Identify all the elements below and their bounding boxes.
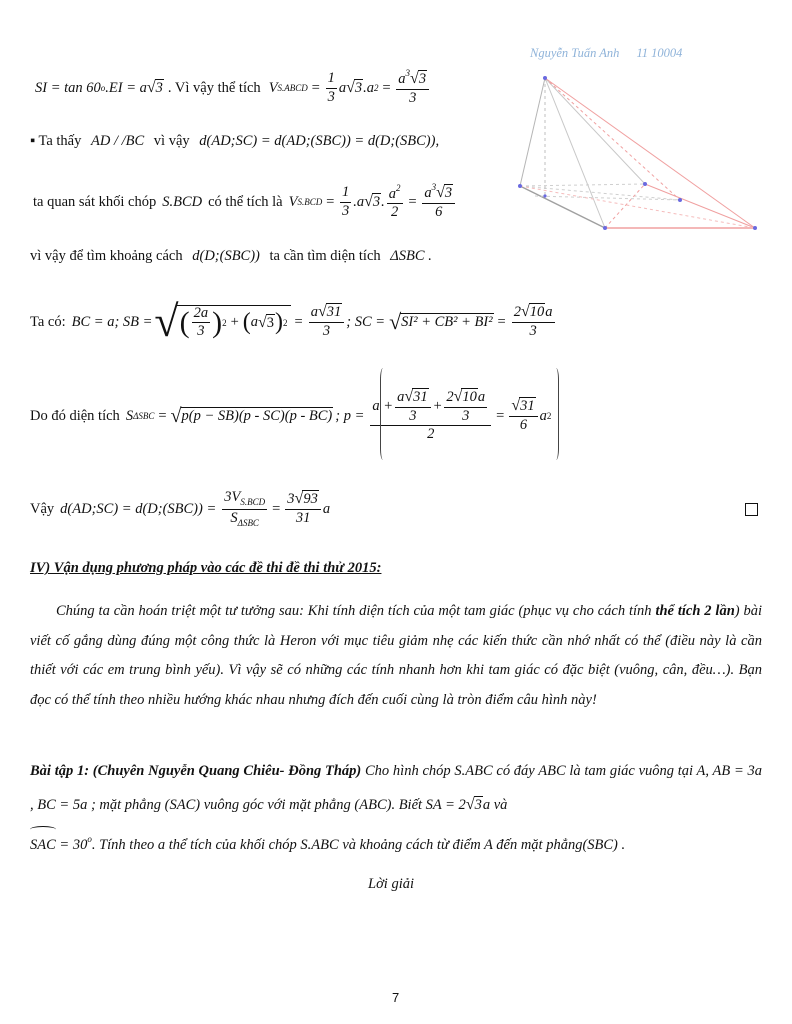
angle-value: = 30: [55, 837, 88, 853]
pyramid-figure: [505, 66, 770, 236]
exercise-line-1: Cho hình chóp S.ABC có đáy ABC là tam giác: [365, 763, 635, 779]
line-heron: Do đó diện tích S ΔSBC = √ p(p − SB)(p - SC)(p - BC) ; p = a + $\frac{a√31}{3}$ + $\frac{2√10a}{3}$ 2 = $\frac{√31}{6}$ a 2: [30, 388, 552, 443]
page-number-text: 7: [392, 990, 400, 1005]
frac-a3sqrt3-3: $\frac{a^3√3}{3}$: [396, 69, 429, 106]
qed-box: [745, 503, 758, 516]
bullet-text: ▪ Ta thấy: [30, 133, 82, 149]
text-vi-vay: . Vì vậy thể tích: [167, 79, 261, 96]
solution-heading: [368, 876, 414, 893]
text-can-tim: ta cần tìm diện tích: [269, 248, 381, 264]
heron-radicand: p(p − SB)(p - SC)(p - BC): [181, 408, 333, 424]
line-si-volume: SI = tan 60 o .EI = a √ 3 . Vì vậy thể tích V S.ABCD = $\frac{1}{3}$ a √ 3 .a 2 = $\frac{a^3√3}{3}$: [35, 62, 431, 114]
si-expr: SI = tan 60: [35, 79, 101, 96]
frac-3sqrt93-31: $\frac{3√93}{31}$: [285, 491, 321, 526]
frac-2sqrt10a-3: $\frac{2√10a}{3}$: [513, 303, 553, 340]
text-tim-kc: vì vậy để tìm khoảng cách: [30, 248, 183, 264]
sc-radicand: SI² + CB² + BI²: [401, 314, 493, 330]
left-paren: [380, 368, 383, 460]
s-label: S: [125, 407, 134, 424]
exercise-1: Bài tập 1: (Chuyên Nguyễn Quang Chiêu- Đồng Tháp) Cho hình chóp S.ABC có đáy ABC là tam giác vuông tại A, AB = 3a , BC = 5a ; mặt phẳng (SAC) vuông góc với mặt phẳng (ABC). Biết SA = 2√3a và SAC = $30^o$. Tính theo a thể tích của khối chóp S.ABC và khoảng cách từ điểm A đến mặt phẳng(SBC) .: [30, 763, 763, 853]
frac-sqrt31-6: $\frac{√31}{6}$: [509, 398, 537, 433]
line-vay: Vậy d(AD;SC) = d(D;(SBC)) = $\frac{3V_{S.BCD}}{S_{\Delta SBC}}$ = $\frac{3√93}{31}$ a: [30, 489, 331, 528]
frac-1-3: $\frac{1}{3}$: [327, 70, 335, 105]
frac-1-3-b: $\frac{1}{3}$: [342, 184, 350, 219]
text-vay: Vậy: [30, 500, 55, 517]
page-header: [530, 46, 682, 61]
exercise-line-3: . Tính theo a thể tích của khối chóp S.ABC và khoảng cách từ điểm A đến mặt phẳng(SBC) .: [91, 837, 626, 853]
right-paren: [556, 368, 559, 460]
exercise-sqrt: 3: [474, 797, 482, 813]
exercise-line-2a: vuông tại A, AB = 3a , BC = 5a ; mặt phẳng (SAC) vuông góc với mặt phẳng (ABC). Biết SA = 2: [30, 763, 763, 813]
intro-paragraph: [30, 597, 762, 715]
frac-3v-s: $\frac{3V_{S.BCD}}{S_{\Delta SBC}}$: [224, 489, 266, 528]
v-label: V: [268, 79, 278, 96]
vay-expr: d(AD;SC) = d(D;(SBC)) =: [60, 500, 217, 517]
exercise-line-2b: a và: [482, 797, 508, 813]
text-do-do: Do đó diện tích: [30, 407, 120, 424]
line-bullet-parallel: [30, 133, 439, 150]
distance-expr: d(AD;SC) = d(AD;(SBC)) = d(D;(SBC)),: [199, 133, 440, 149]
text-quan-sat: ta quan sát khối chóp: [33, 193, 157, 210]
ei-expr: .EI = a: [105, 79, 147, 96]
text-vi-vay-2: vì vậy: [153, 133, 190, 149]
sc-eq: ; SC =: [346, 313, 386, 330]
section-title: [30, 560, 381, 577]
s-sub: ΔSBC: [133, 411, 155, 421]
header-code: 11 10004: [636, 46, 683, 60]
section-title-text: IV) Vận dụng phương pháp vào các đề thi đề thi thử 2015:: [30, 560, 382, 576]
solution-text: Lời giải: [368, 876, 415, 892]
frac-p: a + $\frac{a√31}{3}$ + $\frac{2√10a}{3}$ 2: [370, 389, 491, 442]
text-co-the-tich: có thể tích là: [208, 193, 283, 210]
degree: o: [100, 83, 106, 93]
angle-sac: SAC: [30, 837, 56, 853]
v-label-2: V: [288, 193, 298, 210]
header-author: Nguyễn Tuấn Anh: [530, 46, 620, 60]
v-sub-2: S.BCD: [297, 197, 323, 207]
sbcd-label: S.BCD: [162, 193, 203, 210]
frac-a3sqrt3-6: $\frac{a^3√3}{6}$: [422, 183, 455, 220]
line-ta-co: Ta có: BC = a; SB = √ ( $\frac{2a}{3}$ ) 2 + ( a √ 3 ) 2 = $\frac{a√31}{3}$ ; SC = √ SI² + CB² + BI² = $\frac{2√10a}{3}$: [30, 297, 553, 346]
frac-a2-2: $\frac{a^2}{2}$: [388, 182, 401, 220]
para-part-2: ) bài viết cố gắng dùng đúng một công thức là Heron với mục tiêu giảm nhẹ các kiến thức cần nhớ nhất có thể (điều này là cần thiết với các em trung bình yếu). Vì vậy sẽ có những các tính nhanh hơn khi tam giác có đặc biệt (vuông, cân, đều…). Bạn đọc có thể tính theo nhiều hướng khác nhau nhưng đích đến cuối cùng là tròn điểm câu hình này!: [30, 603, 763, 708]
exercise-label: Bài tập 1: (Chuyên Nguyễn Quang Chiêu- Đồng Tháp): [30, 763, 362, 779]
line-tim-khoang-cach: [30, 248, 432, 265]
sqrt3: 3: [155, 80, 163, 96]
triangle-sbc: ΔSBC .: [390, 248, 432, 264]
text-ta-co: Ta có:: [30, 313, 66, 330]
v-sub: S.ABCD: [277, 83, 308, 93]
para-part-1: Chúng ta cần hoán triệt một tư tưởng sau: Khi tính diện tích của một tam giác (phục vụ cho cách tính: [56, 603, 652, 619]
line-quan-sat: ta quan sát khối chóp S.BCD có thể tích là V S.BCD = $\frac{1}{3}$ .a √ 3 . $\frac{a^2}{2}$ = $\frac{a^3√3}{6}$: [33, 176, 457, 228]
d-dsbc: d(D;(SBC)): [192, 248, 260, 264]
p-eq: ; p =: [335, 407, 365, 424]
bc-sb-expr: BC = a; SB =: [71, 313, 153, 330]
parallel-expr: AD / /BC: [91, 133, 145, 149]
para-bold: thể tích 2 lần: [655, 603, 735, 619]
frac-asqrt31-3: $\frac{a√31}{3}$: [309, 304, 345, 339]
page-number: [392, 990, 399, 1005]
frac-2a-3: $\frac{2a}{3}$: [193, 304, 209, 339]
